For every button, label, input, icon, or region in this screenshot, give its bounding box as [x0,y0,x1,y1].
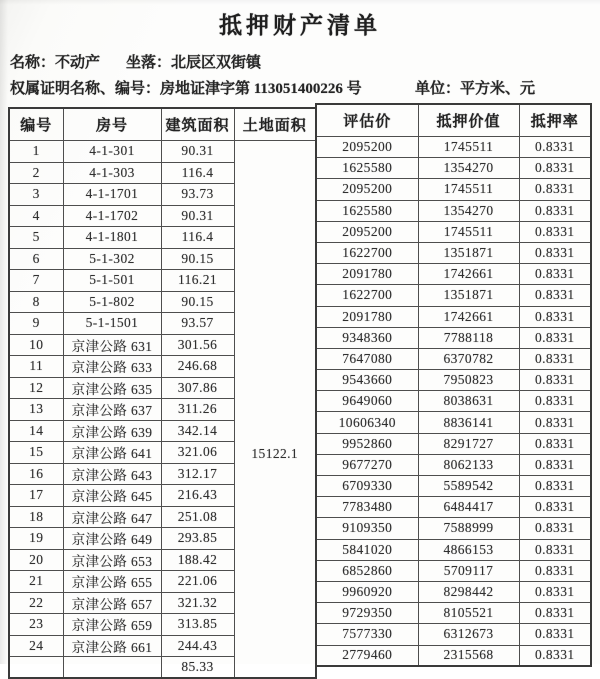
cell-appraisal: 2779460 [316,645,418,666]
table-row [316,624,591,645]
cell-room: 京津公路 633 [63,356,161,378]
cell-no: 19 [9,528,63,550]
cell-mortgage-value: 1351871 [418,242,519,263]
cell-no: 8 [9,291,63,313]
cell-mortgage-value: 1354270 [418,200,519,221]
cell-no: 20 [9,549,63,571]
cell-no: 2 [9,162,63,184]
meta-line-1 [10,51,261,72]
cell-room: 4-1-1801 [63,227,161,249]
cell-mortgage-rate: 0.8331 [519,433,591,454]
cell-building-area: 93.73 [161,184,234,206]
cell-no: 16 [9,463,63,485]
cell-appraisal: 1625580 [316,158,418,179]
cell-no: 4 [9,205,63,227]
cell-mortgage-rate: 0.8331 [519,285,591,306]
cell-room: 京津公路 649 [63,528,161,550]
cell-room: 京津公路 645 [63,485,161,507]
cell-mortgage-value: 7788118 [418,327,519,348]
header-appraisal: 评估价 [316,104,418,137]
cell-building-area: 116.4 [161,162,234,184]
cell-no: 23 [9,614,63,636]
table-row [316,497,591,518]
table-row [316,454,591,475]
cell-appraisal: 5841020 [316,539,418,560]
cell-mortgage-rate: 0.8331 [519,624,591,645]
cell-mortgage-value: 8298442 [418,581,519,602]
table-row [316,264,591,285]
cell-building-area: 312.17 [161,463,234,485]
cell-room: 京津公路 659 [63,614,161,636]
table-row [316,539,591,560]
meta-line-2 [10,77,590,98]
cell-no: 21 [9,571,63,593]
table-header-row [316,104,591,137]
cell-no: 24 [9,635,63,657]
table-row [316,285,591,306]
property-table-right [315,103,592,667]
table-row [316,370,591,391]
cell-room: 5-1-802 [63,291,161,313]
unit-note: 单位：平方米、元 [415,81,536,97]
cell-appraisal: 2095200 [316,137,418,158]
cell-room: 京津公路 647 [63,506,161,528]
cell-appraisal: 2095200 [316,221,418,242]
cell-mortgage-value: 4866153 [418,539,519,560]
table-row [316,137,591,158]
cell-appraisal: 1622700 [316,242,418,263]
cell-building-area: 90.31 [161,205,234,227]
cell-building-area: 90.31 [161,141,234,163]
cell-appraisal: 7783480 [316,497,418,518]
table-row [316,327,591,348]
cell-mortgage-value: 1745511 [418,221,519,242]
cell-room: 5-1-1501 [63,313,161,335]
cell-room [63,657,161,679]
cell-building-area: 116.4 [161,227,234,249]
table-row [316,200,591,221]
cell-appraisal: 1622700 [316,285,418,306]
cell-building-area: 221.06 [161,571,234,593]
cell-room: 京津公路 655 [63,571,161,593]
cell-building-area: 251.08 [161,506,234,528]
cell-mortgage-rate: 0.8331 [519,264,591,285]
cell-mortgage-value: 8105521 [418,603,519,624]
cell-room: 京津公路 643 [63,463,161,485]
property-location: 坐落：北辰区双街镇 [126,55,262,71]
cell-appraisal: 1625580 [316,200,418,221]
cell-mortgage-value: 1351871 [418,285,519,306]
cell-mortgage-value: 7950823 [418,370,519,391]
cell-appraisal: 2091780 [316,306,418,327]
table-row [316,348,591,369]
table-row [316,391,591,412]
header-mortgage-rate: 抵押率 [519,104,591,137]
cell-building-area: 85.33 [161,657,234,679]
table-row [316,645,591,666]
cell-mortgage-value: 5589542 [418,476,519,497]
header-mortgage-value: 抵押价值 [418,104,519,137]
cell-appraisal: 2091780 [316,264,418,285]
cell-appraisal: 2095200 [316,179,418,200]
cell-appraisal: 9952860 [316,433,418,454]
cell-no: 7 [9,270,63,292]
cell-building-area: 307.86 [161,377,234,399]
table-row [316,581,591,602]
cell-no: 17 [9,485,63,507]
cell-mortgage-value: 1745511 [418,179,519,200]
table-row [316,179,591,200]
cell-building-area: 244.43 [161,635,234,657]
table-row [316,306,591,327]
cell-mortgage-value: 8291727 [418,433,519,454]
cell-building-area: 246.68 [161,356,234,378]
table-row [316,518,591,539]
cell-no: 5 [9,227,63,249]
cell-room: 京津公路 639 [63,420,161,442]
table-row [316,412,591,433]
cell-no: 15 [9,442,63,464]
cell-building-area: 301.56 [161,334,234,356]
cell-room: 京津公路 661 [63,635,161,657]
cell-building-area: 90.15 [161,291,234,313]
cell-mortgage-value: 1745511 [418,137,519,158]
cell-appraisal: 7577330 [316,624,418,645]
cell-room: 4-1-303 [63,162,161,184]
cell-appraisal: 7647080 [316,348,418,369]
cell-mortgage-rate: 0.8331 [519,539,591,560]
header-building-area: 建筑面积 [161,108,234,141]
table-row [316,221,591,242]
property-table-left [8,107,317,679]
table-row [316,242,591,263]
cell-mortgage-rate: 0.8331 [519,581,591,602]
cell-room: 京津公路 631 [63,334,161,356]
cell-building-area: 293.85 [161,528,234,550]
cell-mortgage-rate: 0.8331 [519,327,591,348]
cell-appraisal: 9729350 [316,603,418,624]
cell-room: 京津公路 635 [63,377,161,399]
cell-mortgage-rate: 0.8331 [519,645,591,666]
cell-appraisal: 9109350 [316,518,418,539]
cell-no [9,657,63,679]
table-row [316,476,591,497]
cell-mortgage-rate: 0.8331 [519,348,591,369]
cell-no: 1 [9,141,63,163]
cell-appraisal: 6852860 [316,560,418,581]
certificate-number: 权属证明名称、编号：房地证津字第 113051400226 号 [10,81,362,97]
cell-no: 12 [9,377,63,399]
table-row [316,433,591,454]
cell-room: 5-1-501 [63,270,161,292]
cell-building-area: 321.32 [161,592,234,614]
cell-mortgage-value: 7588999 [418,518,519,539]
cell-mortgage-value: 8062133 [418,454,519,475]
table-header-row [9,108,316,141]
property-name: 名称：不动产 [10,55,101,71]
cell-room: 4-1-1701 [63,184,161,206]
cell-building-area: 90.15 [161,248,234,270]
cell-building-area: 93.57 [161,313,234,335]
cell-appraisal: 9543660 [316,370,418,391]
cell-mortgage-value: 6484417 [418,497,519,518]
cell-mortgage-rate: 0.8331 [519,370,591,391]
cell-mortgage-value: 2315568 [418,645,519,666]
cell-mortgage-rate: 0.8331 [519,560,591,581]
cell-building-area: 188.42 [161,549,234,571]
header-no: 编号 [9,108,63,141]
cell-mortgage-value: 8836141 [418,412,519,433]
cell-room: 5-1-302 [63,248,161,270]
cell-appraisal: 9348360 [316,327,418,348]
cell-building-area: 342.14 [161,420,234,442]
cell-mortgage-rate: 0.8331 [519,221,591,242]
cell-appraisal: 10606340 [316,412,418,433]
cell-no: 9 [9,313,63,335]
cell-room: 京津公路 637 [63,399,161,421]
cell-mortgage-rate: 0.8331 [519,179,591,200]
cell-building-area: 321.06 [161,442,234,464]
cell-no: 22 [9,592,63,614]
cell-mortgage-rate: 0.8331 [519,412,591,433]
cell-building-area: 313.85 [161,614,234,636]
cell-mortgage-value: 1742661 [418,264,519,285]
cell-no: 18 [9,506,63,528]
cell-mortgage-rate: 0.8331 [519,200,591,221]
cell-mortgage-value: 6312673 [418,624,519,645]
cell-building-area: 116.21 [161,270,234,292]
cell-mortgage-value: 1354270 [418,158,519,179]
cell-mortgage-rate: 0.8331 [519,497,591,518]
cell-no: 6 [9,248,63,270]
cell-mortgage-rate: 0.8331 [519,306,591,327]
page-title: 抵押财产清单 [219,13,381,38]
cell-mortgage-value: 5709117 [418,560,519,581]
cell-appraisal: 9677270 [316,454,418,475]
cell-mortgage-value: 6370782 [418,348,519,369]
table-row [316,560,591,581]
cell-room: 京津公路 653 [63,549,161,571]
cell-no: 10 [9,334,63,356]
cell-no: 13 [9,399,63,421]
table-row [316,603,591,624]
header-room: 房号 [63,108,161,141]
cell-no: 3 [9,184,63,206]
cell-room: 京津公路 657 [63,592,161,614]
table-row [9,141,316,163]
cell-room: 京津公路 641 [63,442,161,464]
cell-mortgage-rate: 0.8331 [519,391,591,412]
table-row [316,158,591,179]
cell-mortgage-rate: 0.8331 [519,454,591,475]
header-land-area: 土地面积 [234,108,316,141]
cell-mortgage-value: 1742661 [418,306,519,327]
cell-building-area: 311.26 [161,399,234,421]
cell-mortgage-rate: 0.8331 [519,476,591,497]
cell-appraisal: 9960920 [316,581,418,602]
cell-mortgage-rate: 0.8331 [519,242,591,263]
cell-room: 4-1-1702 [63,205,161,227]
land-area-total-value: 15122.1 [251,446,299,461]
cell-building-area: 216.43 [161,485,234,507]
cell-no: 14 [9,420,63,442]
cell-no: 11 [9,356,63,378]
cell-appraisal: 6709330 [316,476,418,497]
cell-land-area-total [234,141,316,679]
cell-mortgage-rate: 0.8331 [519,158,591,179]
cell-mortgage-rate: 0.8331 [519,603,591,624]
cell-mortgage-value: 8038631 [418,391,519,412]
cell-appraisal: 9649060 [316,391,418,412]
cell-mortgage-rate: 0.8331 [519,137,591,158]
cell-mortgage-rate: 0.8331 [519,518,591,539]
cell-room: 4-1-301 [63,141,161,163]
